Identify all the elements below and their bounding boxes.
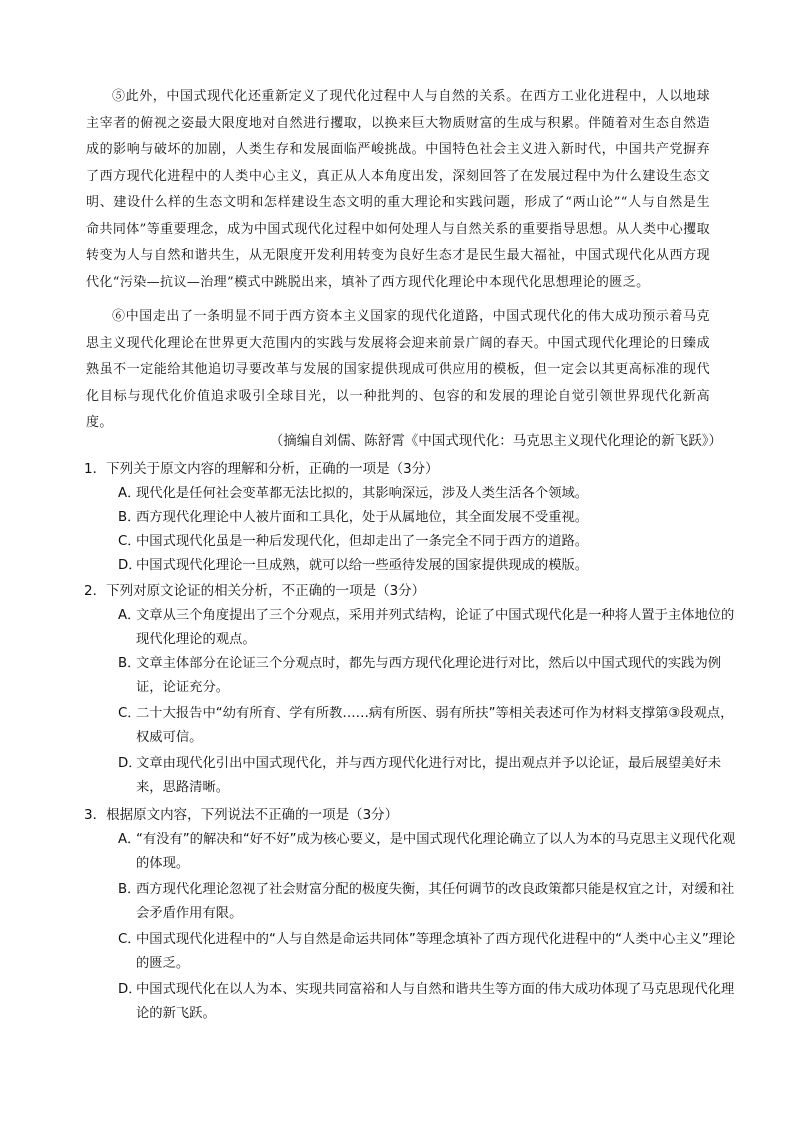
option-text: 文章主体部分在论证三个分观点时，都先与西方现代化理论进行对比，然后以中国式现代的实践为例证，论证充分。 (136, 656, 722, 695)
question-2-option-d (118, 752, 740, 800)
question-2-option-a (118, 604, 740, 652)
option-text: 中国式现代化在以人为本、实现共同富裕和人与自然和谐共生等方面的伟大成功体现了马克思现代化理论的新飞跃。 (136, 982, 735, 1021)
question-1-option-c (118, 530, 740, 554)
question-3-stem: 3．根据原文内容，下列说法不正确的一项是（3分） (84, 807, 399, 823)
question-1-option-d (118, 554, 740, 578)
option-label: D． (118, 756, 142, 771)
option-label: C． (118, 706, 141, 721)
option-label: D． (118, 982, 142, 997)
option-label: A． (118, 486, 141, 501)
option-label: B． (118, 656, 141, 671)
question-3-option-d (118, 978, 740, 1026)
option-text: 西方现代化理论中人被片面和工具化，处于从属地位，其全面发展不受重视。 (136, 510, 589, 525)
option-text: 中国式现代化虽是一种后发现代化，但却走出了一条完全不同于西方的道路。 (136, 534, 589, 549)
question-1-option-b (118, 506, 740, 530)
paragraph-5: ⑤此外，中国式现代化还重新定义了现代化过程中人与自然的关系。在西方工业化进程中，人以地球主宰者的俯视之姿最大限度地对自然进行攫取，以换来巨大物质财富的生成与积累。伴随着对生态自然造成的影响与破坏的加剧，人类生存和发展面临严峻挑战。中国特色社会主义进入新时代，中国共产党摒弃了西方现代化进程中的人类中心主义，真正从人本角度出发，深刻回答了在发展过程中为什么建设生态文明、建设什么样的生态文明和怎样建设生态文明的重大理论和实践问题，形成了“两山论”“人与自然是生命共同体”等重要理念，成为中国式现代化过程中如何处理人与自然关系的重要指导思想。从人类中心攫取转变为人与自然和谐共生，从无限度开发利用转变为良好生态才是民生最大福祉，中国式现代化从西方现代化“污染—抗议—治理”模式中跳脱出来，填补了西方现代化理论中本现代化思想理论的匮乏。 (86, 89, 710, 290)
option-label: A． (118, 832, 141, 847)
option-text: 中国式现代化理论一旦成熟，就可以给一些亟待发展的国家提供现成的模版。 (136, 558, 589, 573)
option-text: 文章从三个角度提出了三个分观点，采用并列式结构，论证了中国式现代化是一种将人置于主体地位的现代化理论的观点。 (136, 608, 735, 647)
option-text: 文章由现代化引出中国式现代化，并与西方现代化进行对比，提出观点并予以论证，最后展望美好未来，思路清晰。 (136, 756, 722, 795)
question-2-stem: 2．下列对原文论证的相关分析，不正确的一项是（3分） (84, 583, 426, 599)
source-citation: （摘编自刘儒、陈舒霄《中国式现代化：马克思主义现代化理论的新飞跃》） (269, 433, 722, 449)
question-3-option-b (118, 878, 740, 926)
paragraph-6: ⑥中国走出了一条明显不同于西方资本主义国家的现代化道路，中国式现代化的伟大成功预示着马克思主义现代化理论在世界更大范围内的实践与发展将会迎来前景广阔的春天。中国式现代化理论的日臻成熟虽不一定能给其他追切寻要改革与发展的国家提供现成可供应用的模板，但一定会以其更高标准的现代化目标与现代化价值追求吸引全球目光，以一种批判的、包容的和发展的理论自觉引领世界现代化新高度。 (86, 309, 710, 430)
option-label: A． (118, 608, 141, 623)
question-3-option-a (118, 828, 740, 876)
question-2-option-c (118, 702, 740, 750)
option-text: 二十大报告中“幼有所育、学有所教……病有所医、弱有所扶”等相关表述可作为材料支撑第③段观点，权威可信。 (136, 706, 734, 745)
option-text: 中国式现代化进程中的“人与自然是命运共同体”等理念填补了西方现代化进程中的“人类中心主义”理论的匮乏。 (136, 932, 736, 971)
option-label: B． (118, 510, 141, 525)
option-label: C． (118, 932, 141, 947)
question-1-stem: 1．下列关于原文内容的理解和分析，正确的一项是（3分） (84, 461, 439, 477)
question-2-option-b (118, 652, 740, 700)
option-label: D． (118, 558, 142, 573)
option-text: “有没有”的解决和“好不好”成为核心要义，是中国式现代化理论确立了以人为本的马克思主义现代化观的体现。 (136, 832, 736, 871)
option-text: 西方现代化理论忽视了社会财富分配的极度失衡，其任何调节的改良政策都只能是权宜之计，对缓和社会矛盾作用有限。 (136, 882, 735, 921)
question-1-option-a (118, 482, 740, 506)
option-text: 现代化是任何社会变革都无法比拟的，其影响深远，涉及人类生活各个领域。 (136, 486, 589, 501)
option-label: C． (118, 534, 141, 549)
question-3-option-c (118, 928, 740, 976)
option-label: B． (118, 882, 141, 897)
